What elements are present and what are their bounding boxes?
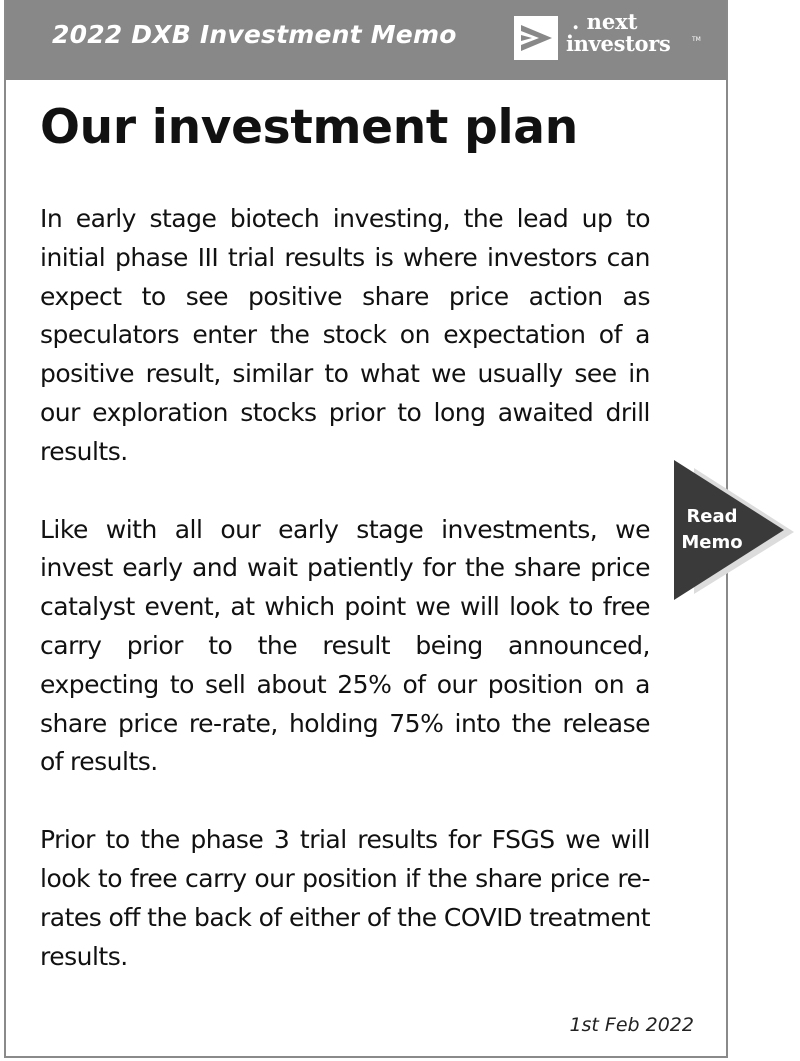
next-investors-logo[interactable] (514, 9, 714, 62)
play-arrow-icon (514, 16, 558, 60)
read-memo-label-line2: Memo (681, 532, 743, 553)
memo-date: 1st Feb 2022 (569, 1014, 694, 1036)
read-memo-label (674, 504, 750, 556)
logo-text-next: . next (572, 9, 638, 34)
logo-trademark: TM (692, 36, 701, 43)
header-title: 2022 DXB Investment Memo (52, 20, 457, 49)
paragraph-2: Like with all our early stage investments, we invest early and wait patiently for the share price catalyst event, at which point we will look to free carry prior to the result being announced, expecting to sell about 25% of our position on a share price re-rate, holding 75% into the release of results. (40, 514, 650, 777)
page-title: Our investment plan (40, 100, 578, 155)
logo-text-investors: investors (566, 31, 671, 56)
paragraph-3: Prior to the phase 3 trial results for FSGS we will look to free carry our position if the share price re-rates off the back of either of the COVID treatment results. (40, 825, 650, 971)
read-memo-label-line1: Read (686, 506, 738, 527)
paragraph-1: In early stage biotech investing, the lead up to initial phase III trial results is where investors can expect to see positive share price action as speculators enter the stock on expectation of a positive result, similar to what we usually see in our exploration stocks prior to long awaited drill results. (40, 204, 650, 466)
header-bar (6, 0, 726, 80)
read-memo-button[interactable] (674, 460, 798, 602)
memo-card (4, 0, 728, 1058)
memo-body (40, 200, 650, 1015)
